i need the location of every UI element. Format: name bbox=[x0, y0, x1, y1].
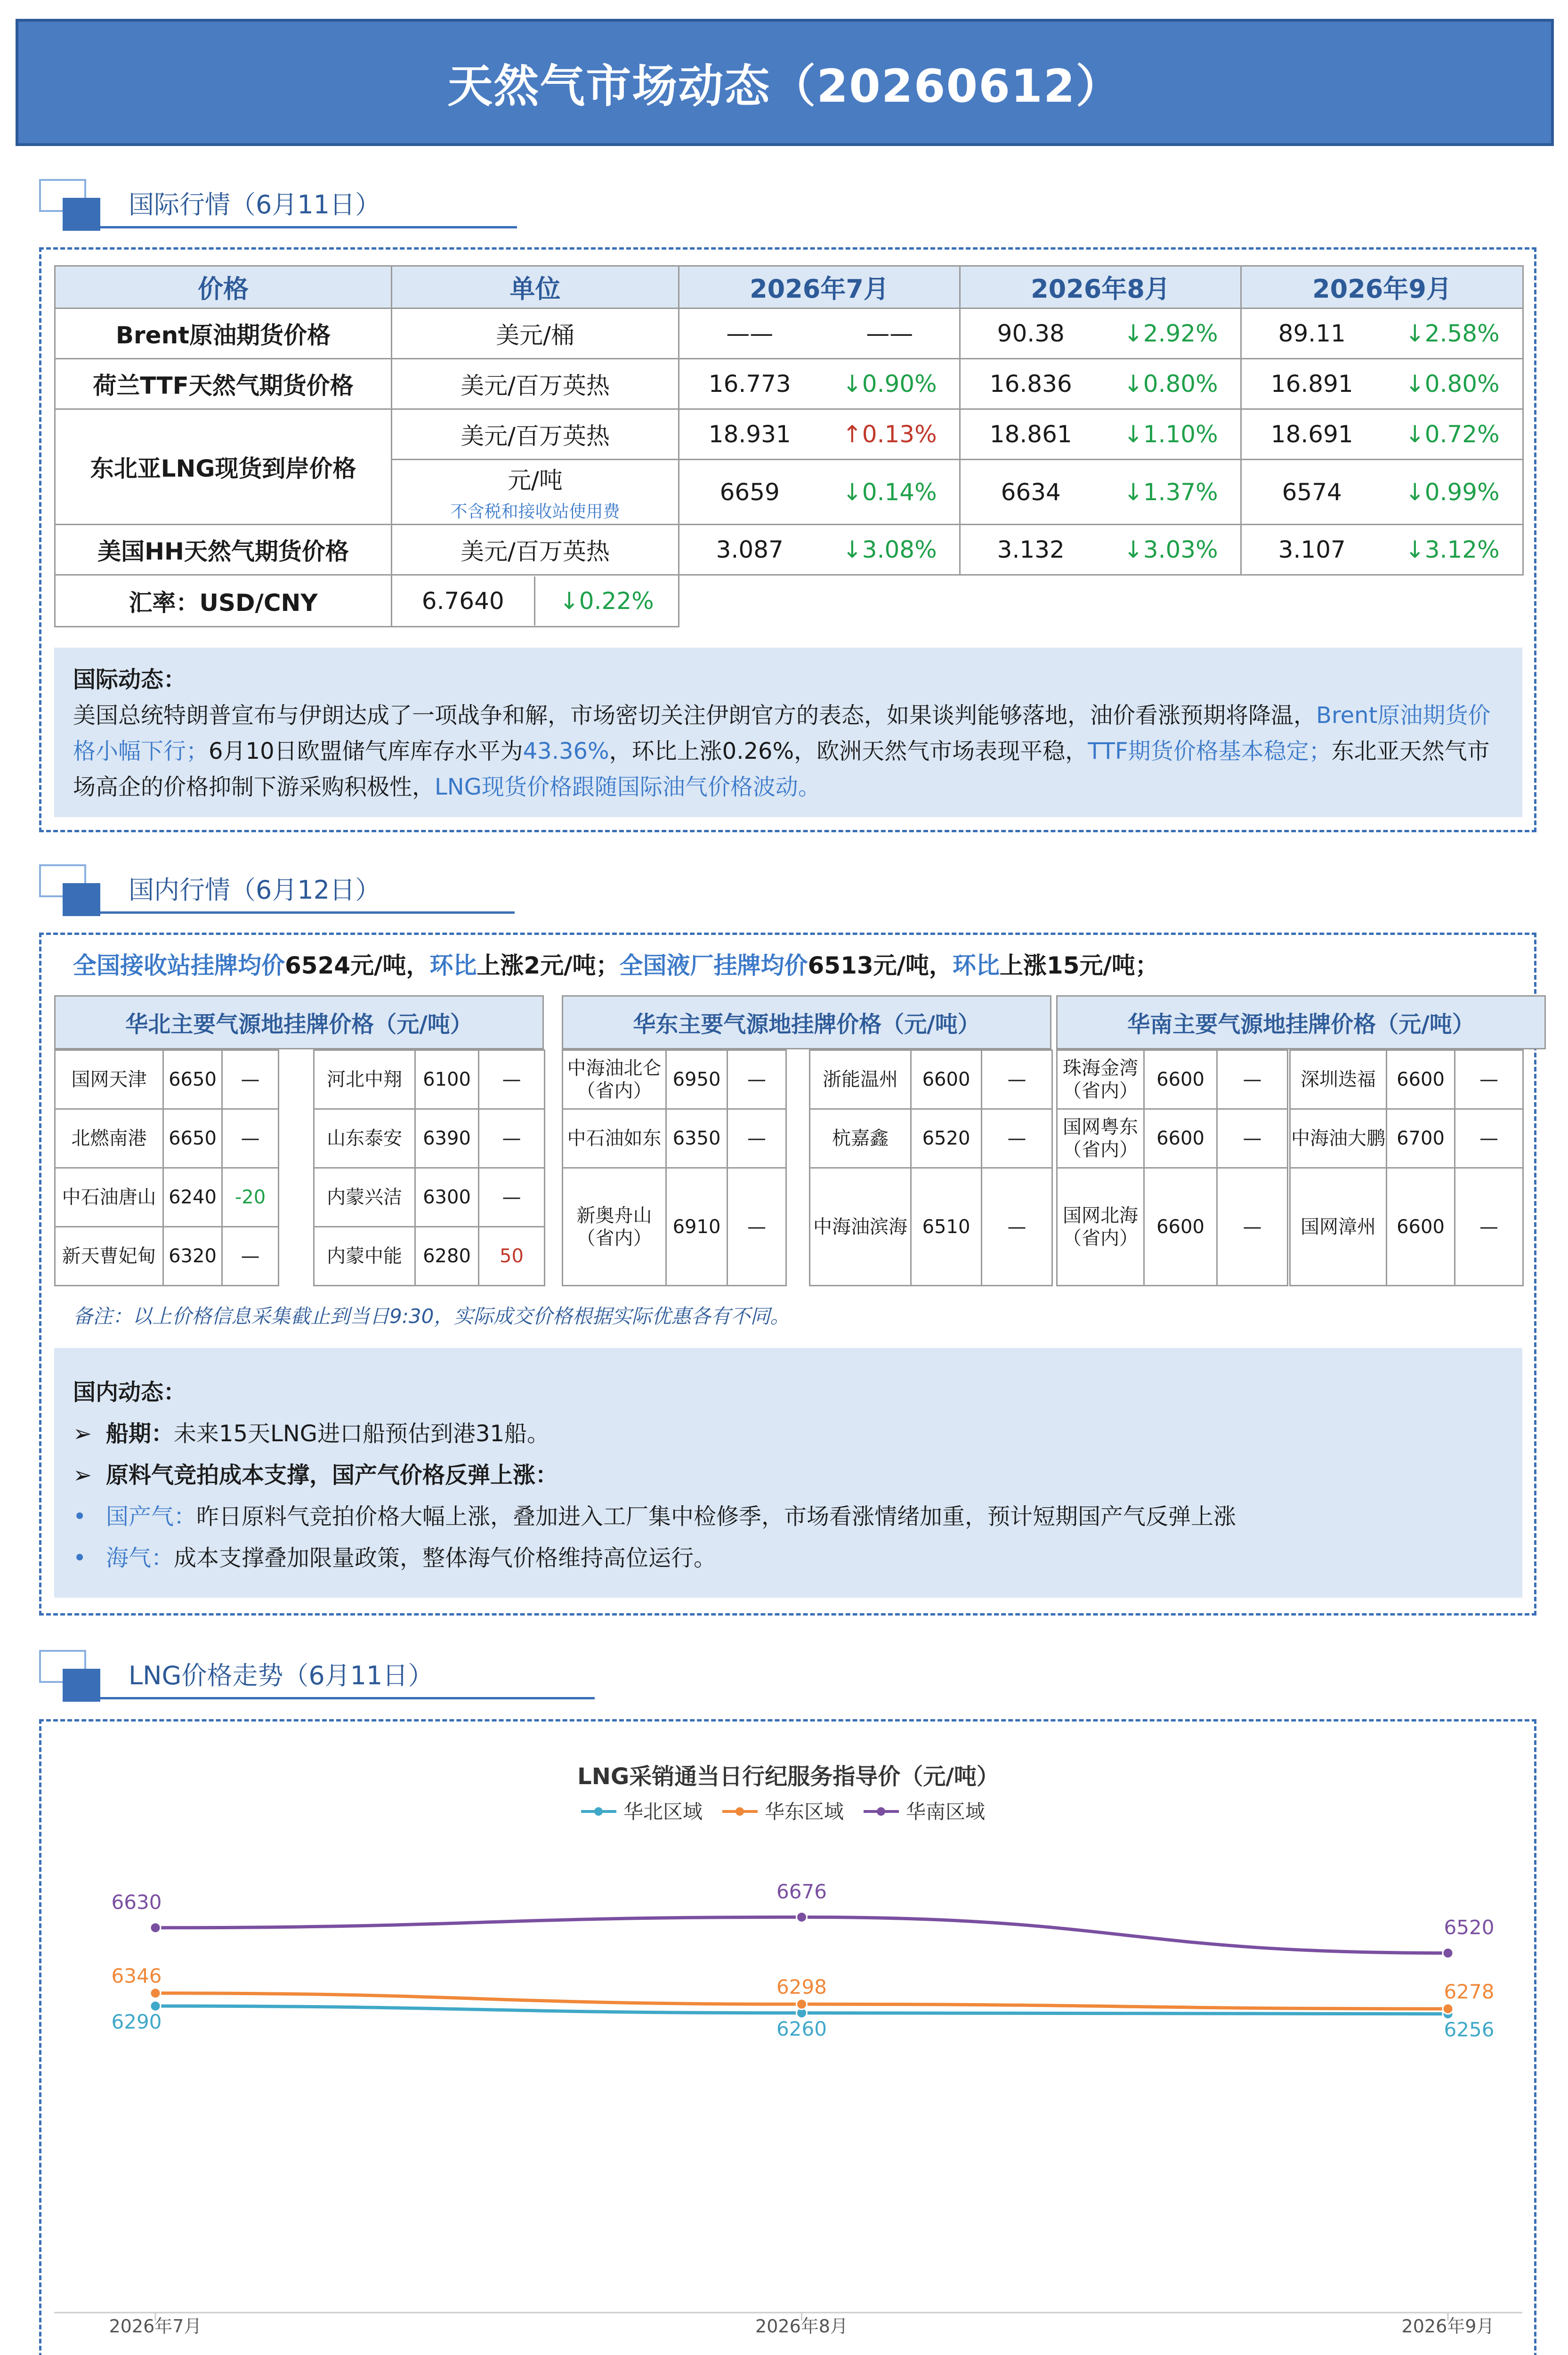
source-change: — bbox=[1455, 1050, 1523, 1109]
brent-name: Brent原油期货价格 bbox=[55, 309, 392, 359]
lng-usd-m7-val: 18.931 bbox=[679, 409, 820, 460]
data-label: 6278 bbox=[1444, 1980, 1495, 2003]
source-name: 北燃南港 bbox=[55, 1109, 163, 1168]
intl-news-p3b: TTF期货价格基本稳定； bbox=[1088, 738, 1332, 764]
brent-m9-val: 89.11 bbox=[1241, 309, 1382, 359]
source-change: — bbox=[479, 1109, 545, 1168]
ttf-unit: 美元/百万英热 bbox=[392, 359, 679, 409]
header-m8: 2026年8月 bbox=[960, 266, 1241, 309]
brent-unit: 美元/桶 bbox=[392, 309, 679, 359]
intl-news-p2: 6月10日欧盟储气库库存水平为 bbox=[209, 738, 523, 764]
section-decor-fill bbox=[63, 1669, 100, 1702]
lng-usd-m8-chg: ↓1.10% bbox=[1101, 409, 1241, 460]
source-name: 国网粤东 （省内） bbox=[1057, 1109, 1144, 1168]
lng-cny-m8-chg: ↓1.37% bbox=[1101, 460, 1241, 525]
source-price: 6600 bbox=[1144, 1050, 1217, 1109]
source-price: 6510 bbox=[911, 1168, 982, 1286]
summary-f: 6513元/吨， bbox=[808, 952, 953, 979]
intl-news-panel bbox=[54, 648, 1522, 817]
source-row bbox=[314, 1168, 545, 1227]
intl-news-title: 国际动态： bbox=[73, 666, 186, 693]
brent-m8-val: 90.38 bbox=[960, 309, 1101, 359]
row-brent bbox=[55, 309, 1523, 359]
source-price: 6600 bbox=[1387, 1168, 1455, 1286]
source-price: 6600 bbox=[1387, 1050, 1455, 1109]
fx-chg: ↓0.22% bbox=[559, 587, 654, 615]
source-row bbox=[1057, 1109, 1288, 1168]
source-row bbox=[563, 1109, 786, 1168]
price-note: 备注：以上价格信息采集截止到当日9:30，实际成交价格根据实际优惠各有不同。 bbox=[73, 1305, 790, 1328]
x-tick-label: 2026年9月 bbox=[1401, 2316, 1495, 2337]
domestic-news-title: 国内动态： bbox=[73, 1379, 186, 1405]
source-change: — bbox=[727, 1050, 786, 1109]
hh-unit: 美元/百万英热 bbox=[392, 525, 679, 575]
hh-m9-val: 3.107 bbox=[1241, 525, 1382, 575]
source-name: 国网漳州 bbox=[1290, 1168, 1387, 1286]
lng-cny-unit-text: 元/吨 bbox=[508, 467, 563, 494]
data-label: 6260 bbox=[776, 2017, 827, 2040]
legend-label: 华东区域 bbox=[765, 1800, 844, 1823]
hh-m7-chg: ↓3.08% bbox=[820, 525, 960, 575]
row-hh bbox=[55, 525, 1523, 575]
source-price: 6280 bbox=[415, 1227, 479, 1286]
source-change: 50 bbox=[479, 1227, 545, 1286]
source-change: — bbox=[1217, 1168, 1288, 1286]
source-name: 河北中翔 bbox=[314, 1050, 415, 1109]
row-fx bbox=[55, 575, 1523, 627]
ttf-m9-val: 16.891 bbox=[1241, 359, 1382, 409]
lng-cny-m7-val: 6659 bbox=[679, 460, 820, 525]
section-underline bbox=[100, 226, 517, 228]
lng-cny-m9-chg: ↓0.99% bbox=[1382, 460, 1523, 525]
header-price: 价格 bbox=[55, 266, 392, 309]
section-underline bbox=[100, 911, 515, 914]
intl-news-p1b: Brent原油期货价格小幅下行； bbox=[73, 702, 1491, 764]
south-left-table bbox=[1056, 1049, 1288, 1286]
intl-news-p2b: 43.36% bbox=[523, 738, 609, 764]
source-name: 内蒙中能 bbox=[314, 1227, 415, 1286]
ttf-m7-chg: ↓0.90% bbox=[820, 359, 960, 409]
domestic-news-row1 bbox=[73, 1413, 1503, 1454]
source-row bbox=[55, 1227, 279, 1286]
source-price: 6350 bbox=[666, 1109, 727, 1168]
source-price: 6600 bbox=[911, 1050, 982, 1109]
source-row bbox=[1057, 1168, 1288, 1286]
source-price: 6390 bbox=[415, 1109, 479, 1168]
summary-d: 上涨2元/吨； bbox=[477, 952, 620, 979]
ttf-m7-val: 16.773 bbox=[679, 359, 820, 409]
brent-m9-chg: ↓2.58% bbox=[1382, 309, 1523, 359]
source-price: 6320 bbox=[163, 1227, 222, 1286]
source-change: — bbox=[479, 1050, 545, 1109]
section-underline bbox=[100, 1697, 595, 1699]
fx-blank bbox=[679, 575, 1523, 627]
source-name: 山东泰安 bbox=[314, 1109, 415, 1168]
ttf-m8-chg: ↓0.80% bbox=[1101, 359, 1241, 409]
lng-usd-m9-val: 18.691 bbox=[1241, 409, 1382, 460]
lng-cny-m7-chg: ↓0.14% bbox=[820, 460, 960, 525]
section-decor-fill bbox=[63, 883, 100, 916]
data-point bbox=[150, 1923, 161, 1933]
data-label: 6346 bbox=[111, 1964, 162, 1988]
data-label: 6520 bbox=[1444, 1916, 1495, 1939]
ttf-m9-chg: ↓0.80% bbox=[1382, 359, 1523, 409]
hh-name: 美国HH天然气期货价格 bbox=[55, 525, 392, 575]
summary-h: 上涨15元/吨； bbox=[999, 952, 1159, 979]
source-row bbox=[1290, 1050, 1523, 1109]
data-point bbox=[797, 1999, 807, 2009]
section-title-trend: LNG价格走势（6月11日） bbox=[129, 1661, 434, 1690]
source-price: 6910 bbox=[666, 1168, 727, 1286]
arrow-bullet-icon: ➢ bbox=[73, 1421, 92, 1447]
region-north-body bbox=[54, 1049, 544, 1332]
source-price: 6700 bbox=[1387, 1109, 1455, 1168]
lng-usd-unit: 美元/百万英热 bbox=[392, 409, 679, 460]
data-point bbox=[150, 2001, 161, 2011]
domestic-news-row3 bbox=[73, 1496, 1503, 1537]
r3-key: 国产气： bbox=[106, 1503, 197, 1530]
source-change: — bbox=[982, 1168, 1052, 1286]
source-price: 6950 bbox=[666, 1050, 727, 1109]
source-change: — bbox=[222, 1227, 279, 1286]
east-right-table bbox=[809, 1049, 1053, 1286]
source-change: — bbox=[727, 1168, 786, 1286]
source-row bbox=[1057, 1050, 1288, 1109]
lng-chart-svg bbox=[54, 1740, 1522, 2355]
source-name: 国网天津 bbox=[55, 1050, 163, 1109]
region-north bbox=[54, 995, 544, 1332]
region-south-body bbox=[1056, 1049, 1546, 1332]
data-point bbox=[1443, 2004, 1453, 2014]
lng-price-chart bbox=[54, 1740, 1522, 2355]
chart-title: LNG采销通当日行纪服务指导价（元/吨） bbox=[577, 1763, 999, 1790]
north-right-table bbox=[313, 1049, 545, 1286]
x-tick-label: 2026年7月 bbox=[109, 2316, 202, 2337]
lng-cny-m9-val: 6574 bbox=[1241, 460, 1382, 525]
source-name: 国网北海 （省内） bbox=[1057, 1168, 1144, 1286]
north-left-table bbox=[54, 1049, 279, 1286]
data-point bbox=[797, 1912, 807, 1922]
legend-label: 华北区域 bbox=[623, 1800, 703, 1823]
data-label: 6676 bbox=[776, 1880, 827, 1903]
hh-m9-chg: ↓3.12% bbox=[1382, 525, 1523, 575]
header-unit: 单位 bbox=[392, 266, 679, 309]
source-name: 中海油北仑 （省内） bbox=[563, 1050, 666, 1109]
region-south bbox=[1056, 995, 1546, 1332]
legend-marker bbox=[594, 1807, 603, 1816]
region-south-title: 华南主要气源地挂牌价格（元/吨） bbox=[1056, 995, 1546, 1049]
source-name: 浙能温州 bbox=[810, 1050, 911, 1109]
east-left-table bbox=[562, 1049, 787, 1286]
data-point bbox=[1443, 1948, 1453, 1958]
x-tick-label: 2026年8月 bbox=[755, 2316, 848, 2337]
header-m9: 2026年9月 bbox=[1241, 266, 1523, 309]
fx-val: 6.7640 bbox=[392, 577, 535, 625]
source-price: 6300 bbox=[415, 1168, 479, 1227]
lng-cny-unit-note: 不含税和接收站使用费 bbox=[450, 502, 620, 521]
r2-key: 原料气竞拍成本支撑，国产气价格反弹上涨： bbox=[106, 1462, 558, 1488]
source-change: — bbox=[222, 1050, 279, 1109]
source-change: — bbox=[1455, 1109, 1523, 1168]
data-label: 6630 bbox=[111, 1890, 162, 1914]
source-price: 6100 bbox=[415, 1050, 479, 1109]
region-east-title: 华东主要气源地挂牌价格（元/吨） bbox=[562, 995, 1051, 1049]
intl-price-table bbox=[54, 265, 1524, 627]
source-row bbox=[55, 1168, 279, 1227]
dot-bullet-icon: • bbox=[73, 1545, 87, 1571]
summary-g: 环比 bbox=[952, 952, 1000, 979]
source-price: 6240 bbox=[163, 1168, 222, 1227]
source-row bbox=[55, 1109, 279, 1168]
legend-marker bbox=[877, 1807, 885, 1816]
r4-key: 海气： bbox=[106, 1545, 174, 1571]
source-name: 新天曹妃甸 bbox=[55, 1227, 163, 1286]
summary-a: 全国接收站挂牌均价 bbox=[73, 952, 285, 979]
source-name: 深圳迭福 bbox=[1290, 1050, 1387, 1109]
source-row bbox=[314, 1227, 545, 1286]
source-change: -20 bbox=[222, 1168, 279, 1227]
arrow-bullet-icon: ➢ bbox=[73, 1462, 92, 1488]
source-row bbox=[810, 1050, 1052, 1109]
domestic-news-row2 bbox=[73, 1454, 1503, 1496]
source-name: 新奥舟山 （省内） bbox=[563, 1168, 666, 1286]
source-name: 中海油大鹏 bbox=[1290, 1109, 1387, 1168]
section-title-domestic: 国内行情（6月12日） bbox=[129, 875, 381, 905]
source-row bbox=[810, 1168, 1052, 1286]
source-price: 6650 bbox=[163, 1050, 222, 1109]
source-price: 6600 bbox=[1144, 1168, 1217, 1286]
source-name: 内蒙兴洁 bbox=[314, 1168, 415, 1227]
south-right-table bbox=[1289, 1049, 1524, 1286]
source-name: 中石油如东 bbox=[563, 1109, 666, 1168]
domestic-summary bbox=[73, 947, 1159, 981]
row-lng-usd bbox=[55, 409, 1523, 460]
legend-marker bbox=[736, 1807, 744, 1816]
data-label: 6290 bbox=[111, 2010, 162, 2034]
source-row bbox=[314, 1109, 545, 1168]
section-decor-fill bbox=[63, 198, 100, 231]
source-name: 中海油滨海 bbox=[810, 1168, 911, 1286]
source-change: — bbox=[1217, 1109, 1288, 1168]
data-label: 6298 bbox=[776, 1975, 827, 1999]
summary-b: 6524元/吨， bbox=[285, 952, 430, 979]
lng-usd-m8-val: 18.861 bbox=[960, 409, 1101, 460]
dot-bullet-icon: • bbox=[73, 1503, 87, 1530]
domestic-news-panel bbox=[54, 1348, 1522, 1598]
r4-text: 成本支撑叠加限量政策，整体海气价格维持高位运行。 bbox=[174, 1545, 717, 1571]
hh-m8-val: 3.132 bbox=[960, 525, 1101, 575]
intl-news-p4b: LNG现货价格跟随国际油气价格波动。 bbox=[435, 774, 821, 800]
r3-text: 昨日原料气竞拍价格大幅上涨，叠加进入工厂集中检修季，市场看涨情绪加重，预计短期国产气反弹上涨 bbox=[196, 1503, 1237, 1530]
domestic-news-row4 bbox=[73, 1537, 1503, 1579]
summary-e: 全国液厂挂牌均价 bbox=[619, 952, 808, 979]
source-price: 6520 bbox=[911, 1109, 982, 1168]
row-ttf bbox=[55, 359, 1523, 409]
brent-m8-chg: ↓2.92% bbox=[1101, 309, 1241, 359]
intl-news-p3: ，环比上涨0.26%，欧洲天然气市场表现平稳， bbox=[609, 738, 1088, 764]
region-north-title: 华北主要气源地挂牌价格（元/吨） bbox=[54, 995, 544, 1049]
source-name: 中石油唐山 bbox=[55, 1168, 163, 1227]
source-change: — bbox=[727, 1109, 786, 1168]
source-price: 6650 bbox=[163, 1109, 222, 1168]
source-row bbox=[1290, 1168, 1523, 1286]
intl-news-p4: 东北亚天然气市场高企的价格抑制下游采购积极性， bbox=[73, 738, 1490, 800]
source-change: — bbox=[982, 1109, 1052, 1168]
source-row bbox=[1290, 1109, 1523, 1168]
lng-usd-m7-chg: ↑0.13% bbox=[820, 409, 960, 460]
fx-cell bbox=[392, 575, 679, 627]
hh-m7-val: 3.087 bbox=[679, 525, 820, 575]
source-price: 6600 bbox=[1144, 1109, 1217, 1168]
source-row bbox=[314, 1050, 545, 1109]
r1-text: 未来15天LNG进口船预估到港31船。 bbox=[174, 1421, 550, 1447]
lng-usd-m9-chg: ↓0.72% bbox=[1382, 409, 1523, 460]
source-change: — bbox=[479, 1168, 545, 1227]
summary-c: 环比 bbox=[429, 952, 477, 979]
intl-news-body bbox=[73, 698, 1503, 805]
header-m7: 2026年7月 bbox=[679, 266, 960, 309]
region-east-body bbox=[562, 1049, 1051, 1332]
source-name: 杭嘉鑫 bbox=[810, 1109, 911, 1168]
fx-name: 汇率：USD/CNY bbox=[55, 575, 392, 627]
source-name: 珠海金湾 （省内） bbox=[1057, 1050, 1144, 1109]
data-label: 6256 bbox=[1444, 2018, 1495, 2041]
source-row bbox=[810, 1109, 1052, 1168]
source-change: — bbox=[1455, 1168, 1523, 1286]
source-row bbox=[563, 1050, 786, 1109]
lng-name: 东北亚LNG现货到岸价格 bbox=[55, 409, 392, 525]
source-change: — bbox=[982, 1050, 1052, 1109]
source-row bbox=[563, 1168, 786, 1286]
lng-cny-m8-val: 6634 bbox=[960, 460, 1101, 525]
ttf-name: 荷兰TTF天然气期货价格 bbox=[55, 359, 392, 409]
section-title-intl: 国际行情（6月11日） bbox=[129, 190, 381, 219]
data-point bbox=[150, 1988, 161, 1998]
source-change: — bbox=[1217, 1050, 1288, 1109]
page-title: 天然气市场动态（20260612） bbox=[16, 19, 1554, 146]
hh-m8-chg: ↓3.03% bbox=[1101, 525, 1241, 575]
ttf-m8-val: 16.836 bbox=[960, 359, 1101, 409]
legend-label: 华南区域 bbox=[906, 1800, 986, 1823]
brent-m7-chg: —— bbox=[820, 309, 960, 359]
r1-key: 船期： bbox=[106, 1421, 174, 1447]
intl-news-p1: 美国总统特朗普宣布与伊朗达成了一项战争和解，市场密切关注伊朗官方的表态，如果谈判能够落地，油价看涨预期将降温， bbox=[73, 702, 1317, 729]
brent-m7-val: —— bbox=[679, 309, 820, 359]
source-row bbox=[55, 1050, 279, 1109]
source-change: — bbox=[222, 1109, 279, 1168]
lng-cny-unit bbox=[392, 460, 679, 525]
region-east bbox=[562, 995, 1051, 1332]
